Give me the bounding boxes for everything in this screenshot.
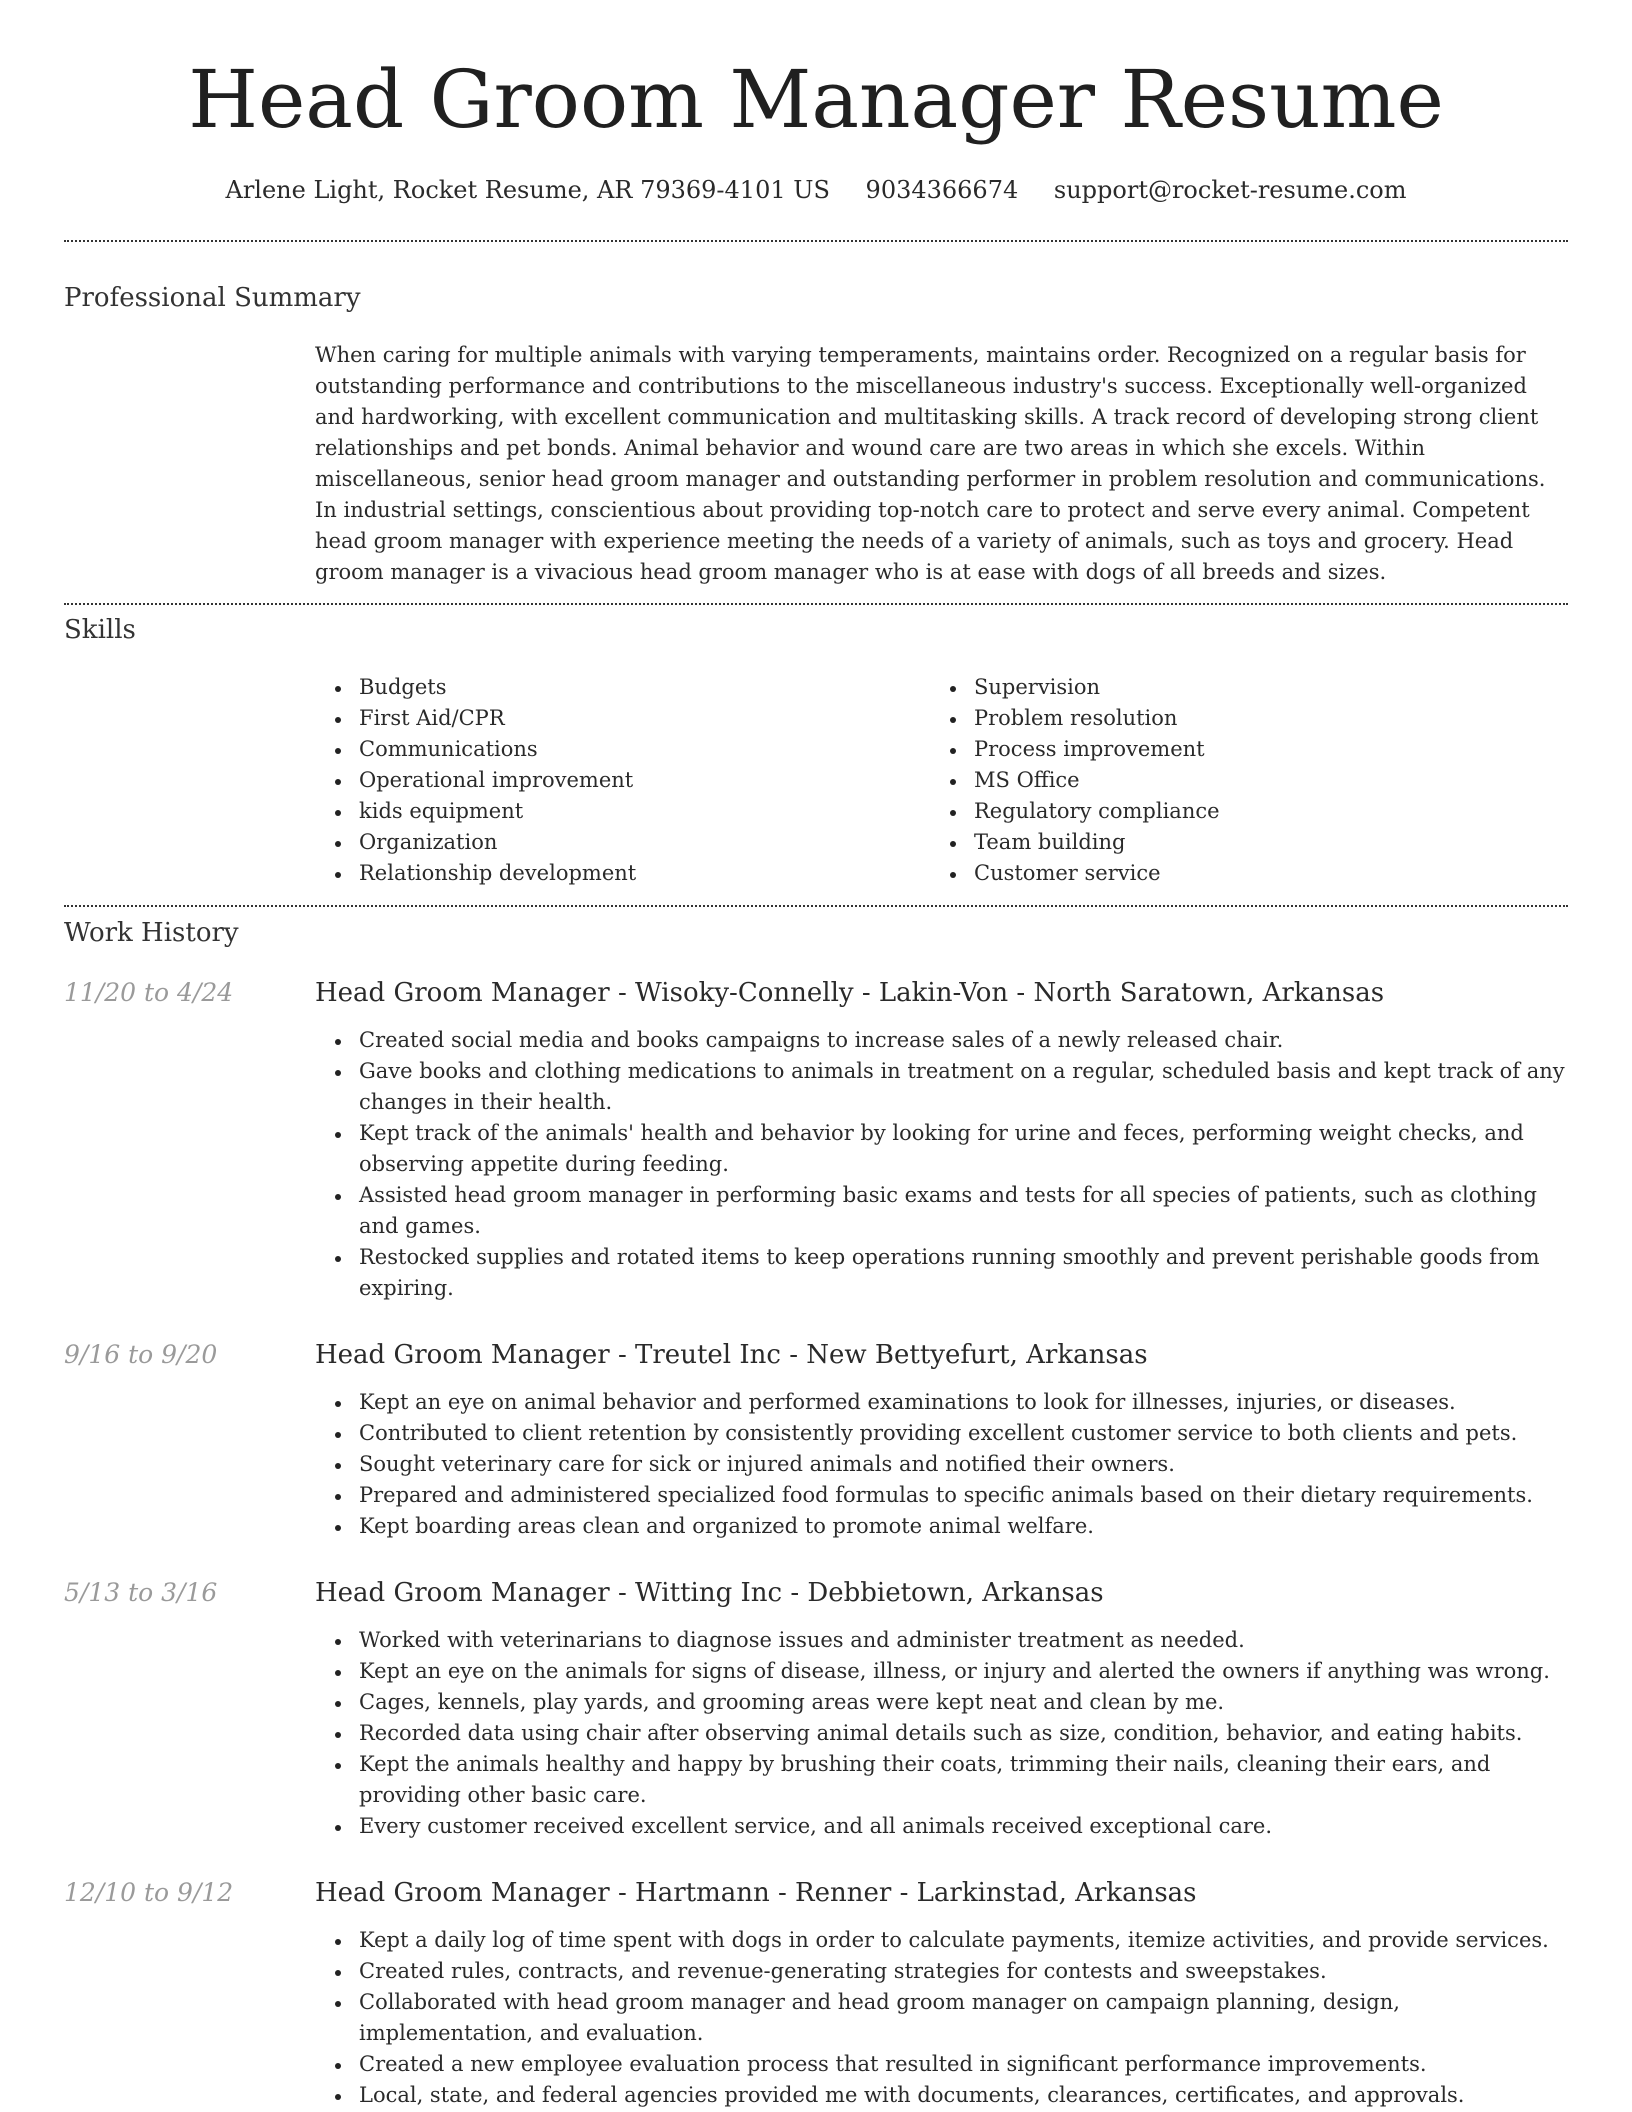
contact-phone: 9034366674: [865, 176, 1019, 204]
skill-item: MS Office: [930, 765, 1530, 796]
job-bullet: Contributed to client retention by consistently providing excellent customer service to both clients and pets.: [315, 1418, 1571, 1449]
contact-address: Arlene Light, Rocket Resume, AR 79369-4101 US: [225, 176, 830, 204]
job-bullet: Kept track of the animals' health and behavior by looking for urine and feces, performing weight checks, and observing appetite during feeding.: [315, 1118, 1571, 1180]
job-bullet: Kept boarding areas clean and organized to promote animal welfare.: [315, 1511, 1571, 1542]
divider: [64, 240, 1568, 242]
divider: [64, 905, 1568, 907]
summary-text: When caring for multiple animals with varying temperaments, maintains order. Recognized on a regular basis for outstanding performance and contributions to the miscellaneous industry's success. Exceptionally well-organized and hardworking, with excellent communication and multitasking skills. A track record of developing strong client relationships and pet bonds. Animal behavior and wound care are two areas in which she excels. Within miscellaneous, senior head groom manager and outstanding performer in problem resolution and communications. In industrial settings, conscientious about providing top-notch care to protect and serve every animal. Competent head groom manager with experience meeting the needs of a variety of animals, such as toys and grocery. Head groom manager is a vivacious head groom manager who is at ease with dogs of all breeds and sizes.: [315, 343, 1546, 584]
job-bullet: Restocked supplies and rotated items to keep operations running smoothly and prevent perishable goods from expiring.: [315, 1242, 1571, 1304]
skill-item: Team building: [930, 827, 1530, 858]
job-bullet: Local, state, and federal agencies provided me with documents, clearances, certificates, and approvals.: [315, 2080, 1571, 2111]
job-title: Head Groom Manager - Witting Inc - Debbietown, Arkansas: [315, 1578, 1104, 1608]
job-bullet: Gave books and clothing medications to animals in treatment on a regular, scheduled basis and kept track of any changes in their health.: [315, 1056, 1571, 1118]
job-bullet: Cages, kennels, play yards, and grooming areas were kept neat and clean by me.: [315, 1687, 1571, 1718]
skill-item: First Aid/CPR: [315, 703, 915, 734]
job-bullet: Created social media and books campaigns to increase sales of a newly released chair.: [315, 1025, 1571, 1056]
job-title: Head Groom Manager - Wisoky-Connelly - Lakin-Von - North Saratown, Arkansas: [315, 978, 1385, 1008]
job-bullets: [315, 1925, 1571, 2111]
job-bullets: [315, 1387, 1571, 1542]
skill-item: Regulatory compliance: [930, 796, 1530, 827]
job-bullet: Kept the animals healthy and happy by brushing their coats, trimming their nails, cleaning their ears, and providing other basic care.: [315, 1749, 1571, 1811]
skills-list-right: [930, 672, 1530, 889]
job-bullet: Every customer received excellent service, and all animals received exceptional care.: [315, 1811, 1571, 1842]
job-bullet: Assisted head groom manager in performing basic exams and tests for all species of patients, such as clothing and games.: [315, 1180, 1571, 1242]
summary-heading: Professional Summary: [64, 283, 361, 313]
skills-heading: Skills: [64, 615, 136, 645]
skill-item: Customer service: [930, 858, 1530, 889]
job-bullet: Kept an eye on animal behavior and performed examinations to look for illnesses, injuries, or diseases.: [315, 1387, 1571, 1418]
job-bullets: [315, 1025, 1571, 1304]
skill-item: Relationship development: [315, 858, 915, 889]
skill-item: kids equipment: [315, 796, 915, 827]
skill-item: Supervision: [930, 672, 1530, 703]
job-bullet: Kept a daily log of time spent with dogs in order to calculate payments, itemize activities, and provide services.: [315, 1925, 1571, 1956]
job-dates: 11/20 to 4/24: [64, 978, 234, 1007]
job-bullet: Prepared and administered specialized food formulas to specific animals based on their dietary requirements.: [315, 1480, 1571, 1511]
job-title: Head Groom Manager - Hartmann - Renner - Larkinstad, Arkansas: [315, 1878, 1197, 1908]
skill-item: Problem resolution: [930, 703, 1530, 734]
skills-list-left: [315, 672, 915, 889]
skill-item: Organization: [315, 827, 915, 858]
job-bullet: Created rules, contracts, and revenue-generating strategies for contests and sweepstakes.: [315, 1956, 1571, 1987]
job-bullet: Created a new employee evaluation process that resulted in significant performance improvements.: [315, 2049, 1571, 2080]
job-bullets: [315, 1625, 1571, 1842]
divider: [64, 603, 1568, 605]
job-bullet: Kept an eye on the animals for signs of disease, illness, or injury and alerted the owners if anything was wrong.: [315, 1656, 1571, 1687]
page-title: Head Groom Manager Resume: [188, 53, 1444, 146]
job-dates: 9/16 to 9/20: [64, 1340, 218, 1369]
job-title: Head Groom Manager - Treutel Inc - New Bettyefurt, Arkansas: [315, 1340, 1148, 1370]
skill-item: Operational improvement: [315, 765, 915, 796]
job-dates: 5/13 to 3/16: [64, 1578, 218, 1607]
job-bullet: Collaborated with head groom manager and head groom manager on campaign planning, design, implementation, and evaluation.: [315, 1987, 1571, 2049]
skill-item: Budgets: [315, 672, 915, 703]
skill-item: Process improvement: [930, 734, 1530, 765]
skill-item: Communications: [315, 734, 915, 765]
job-bullet: Recorded data using chair after observing animal details such as size, condition, behavior, and eating habits.: [315, 1718, 1571, 1749]
contact-email: support@rocket-resume.com: [1053, 176, 1407, 204]
contact-line: [0, 170, 1632, 210]
job-dates: 12/10 to 9/12: [64, 1878, 234, 1907]
job-bullet: Worked with veterinarians to diagnose issues and administer treatment as needed.: [315, 1625, 1571, 1656]
job-bullet: Sought veterinary care for sick or injured animals and notified their owners.: [315, 1449, 1571, 1480]
work-heading: Work History: [64, 918, 239, 948]
